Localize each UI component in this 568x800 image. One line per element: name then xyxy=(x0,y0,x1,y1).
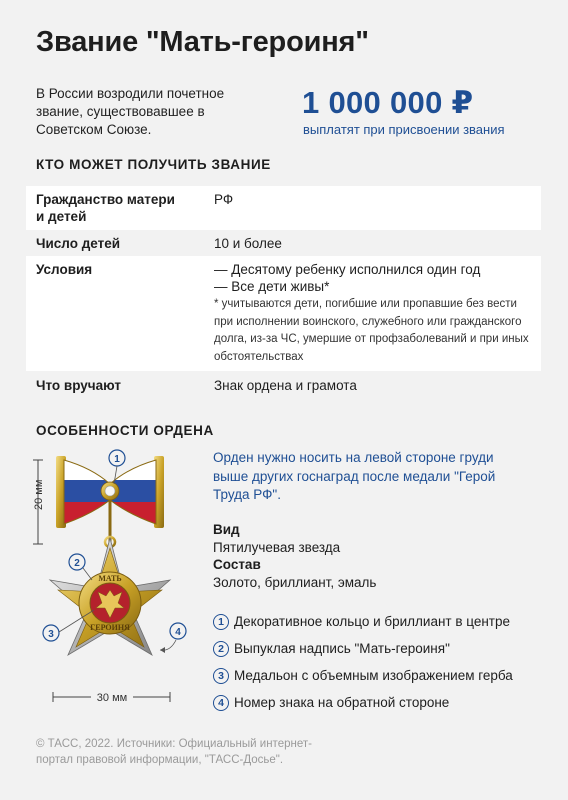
condition-footnote: * учитываются дети, погибшие или пропавшие без вести при исполнении воинского, служебного или гражданского долга, из-за ЧС, умершие от профзаболеваний и при иных обстоятельствах xyxy=(214,298,529,363)
feature-number-badge: 4 xyxy=(213,695,229,711)
height-label: 20 мм xyxy=(33,479,45,510)
width-label: 30 мм xyxy=(96,692,128,704)
page-title: Звание "Мать-героиня" xyxy=(36,26,369,58)
table-row xyxy=(26,371,541,400)
ring-inscription-top: МАТЬ xyxy=(98,574,122,583)
order-illustration xyxy=(20,440,210,717)
type-value: Пятилучевая звезда xyxy=(213,539,341,555)
payment-caption: выплатят при присвоении звания xyxy=(303,122,505,137)
composition-heading: Состав xyxy=(213,557,261,572)
composition-value: Золото, бриллиант, эмаль xyxy=(213,574,377,590)
intro-text: В России возродили почетное звание, существовавшее в Советском Союзе. xyxy=(36,86,225,137)
row-key: Условия xyxy=(36,262,93,277)
footer-source: © ТАСС, 2022. Источники: Официальный интернет-портал правовой информации, "ТАСС-Досье". xyxy=(36,738,312,766)
type-heading: Вид xyxy=(213,522,240,537)
list-item xyxy=(213,662,513,689)
svg-text:3: 3 xyxy=(48,629,54,640)
callout-2 xyxy=(69,554,92,580)
svg-text:1: 1 xyxy=(114,454,120,465)
list-item xyxy=(213,635,513,662)
eligibility-table xyxy=(26,186,541,400)
svg-text:4: 4 xyxy=(175,627,181,638)
feature-text: Выпуклая надпись "Мать-героиня" xyxy=(234,641,450,656)
ring-inscription-bottom: ГЕРОИНЯ xyxy=(90,623,130,632)
feature-number-badge: 3 xyxy=(213,668,229,684)
table-row xyxy=(26,230,541,256)
order-properties xyxy=(213,521,376,591)
feature-text: Медальон с объемным изображением герба xyxy=(234,668,513,683)
section-title-order: ОСОБЕННОСТИ ОРДЕНА xyxy=(36,423,214,438)
row-value: Знак ордена и грамота xyxy=(214,378,357,393)
row-value: 10 и более xyxy=(214,236,282,251)
feature-number-badge: 2 xyxy=(213,641,229,657)
star-medal-icon xyxy=(50,538,170,655)
feature-text: Номер знака на обратной стороне xyxy=(234,695,450,710)
feature-list xyxy=(213,608,513,716)
callout-4 xyxy=(160,623,186,653)
payment-amount: 1 000 000 ₽ xyxy=(302,85,474,120)
row-key: Число детей xyxy=(36,236,121,251)
section-title-who: КТО МОЖЕТ ПОЛУЧИТЬ ЗВАНИЕ xyxy=(36,157,271,172)
condition-2: — Все дети живы* xyxy=(214,279,330,294)
diamond-icon xyxy=(105,486,115,496)
list-item xyxy=(213,608,513,635)
list-item xyxy=(213,689,513,716)
row-key: Что вручают xyxy=(36,378,121,393)
order-description: Орден нужно носить на левой стороне груди выше других госнаград после медали "Герой Труда РФ". xyxy=(213,450,496,502)
table-row xyxy=(26,256,541,371)
condition-1: — Десятому ребенку исполнился один год xyxy=(214,262,481,277)
row-key: Гражданство матери и детей xyxy=(36,192,175,224)
order-medal-icon xyxy=(20,440,210,712)
row-value: РФ xyxy=(214,192,234,207)
feature-number-badge: 1 xyxy=(213,614,229,630)
svg-text:2: 2 xyxy=(74,558,80,569)
table-row xyxy=(26,186,541,230)
feature-text: Декоративное кольцо и бриллиант в центре xyxy=(234,614,511,629)
